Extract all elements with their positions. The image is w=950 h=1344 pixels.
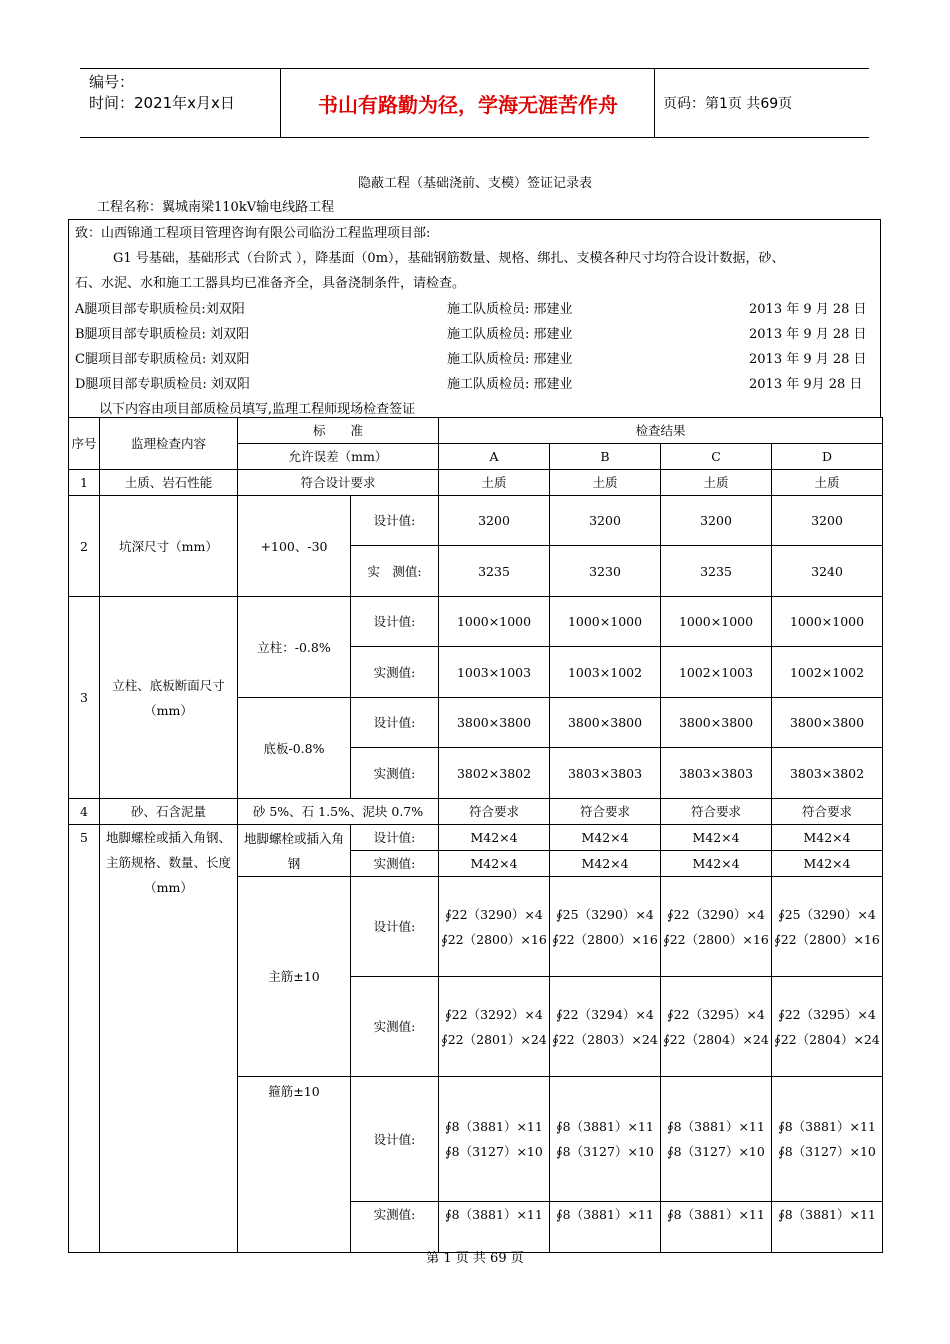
cell: ∮25（3290）×4 ∮22（2800）×16 <box>550 877 661 977</box>
cell: 符合要求 <box>661 799 772 825</box>
cell: 1000×1000 <box>661 597 772 647</box>
stirrup-label: 箍筋±10 <box>238 1077 351 1253</box>
row-item: 地脚螺栓或插入角钢、主筋规格、数量、长度（mm） <box>100 825 238 1253</box>
header-tolerance: 允许误差（mm） <box>238 444 439 470</box>
cell: ∮8（3881）×11 <box>772 1202 883 1253</box>
design-label: 设计值: <box>351 496 439 546</box>
inspector-b: B腿项目部专职质检员: 刘双阳 <box>75 327 250 342</box>
table-row <box>69 597 883 647</box>
cell: ∮8（3881）×11 <box>661 1202 772 1253</box>
actual-label: 实测值: <box>351 647 439 698</box>
cell: 3800×3800 <box>550 698 661 748</box>
cell: 3200 <box>772 496 883 546</box>
cell: 土质 <box>550 470 661 496</box>
row-item: 砂、石含泥量 <box>100 799 238 825</box>
page-header <box>80 68 869 138</box>
cell: 1003×1003 <box>439 647 550 698</box>
cell: 1002×1003 <box>661 647 772 698</box>
table-row <box>69 496 883 546</box>
cell: 3240 <box>772 546 883 597</box>
project-name: 工程名称：翼城南梁110kV输电线路工程 <box>97 200 335 215</box>
cell: 3803×3803 <box>550 748 661 799</box>
cell: 3200 <box>439 496 550 546</box>
cell: M42×4 <box>661 851 772 877</box>
cell: 3800×3800 <box>439 698 550 748</box>
header-item: 监理检查内容 <box>100 418 238 470</box>
document-title: 隐蔽工程（基础浇前、支模）签证记录表 <box>357 176 592 191</box>
cell: 土质 <box>661 470 772 496</box>
cell: ∮8（3881）×11 ∮8（3127）×10 <box>550 1077 661 1202</box>
cell: 3800×3800 <box>772 698 883 748</box>
cell: 3803×3803 <box>661 748 772 799</box>
cell: 3200 <box>661 496 772 546</box>
row-no: 2 <box>69 496 100 597</box>
cell: ∮8（3881）×11 <box>550 1202 661 1253</box>
cell: M42×4 <box>772 825 883 851</box>
cell: M42×4 <box>439 851 550 877</box>
table-header-row <box>69 418 883 444</box>
bolt-label: 地脚螺栓或插入角钢 <box>238 825 351 877</box>
cell: 3235 <box>439 546 550 597</box>
col-b: B <box>550 444 661 470</box>
cell: 3200 <box>550 496 661 546</box>
cell: ∮25（3290）×4 ∮22（2800）×16 <box>772 877 883 977</box>
actual-label: 实测值: <box>351 1202 439 1253</box>
header-meta <box>80 69 281 137</box>
design-label: 设计值: <box>351 597 439 647</box>
date-c: 2013 年 9 月 28 日 <box>749 352 867 367</box>
row-no: 3 <box>69 597 100 799</box>
row-no: 1 <box>69 470 100 496</box>
row-standard: 砂 5%、石 1.5%、泥块 0.7% <box>238 799 439 825</box>
cell: ∮8（3881）×11 ∮8（3127）×10 <box>439 1077 550 1202</box>
cell: ∮22（3292）×4 ∮22（2801）×24 <box>439 977 550 1077</box>
header-result: 检查结果 <box>439 418 883 444</box>
cell: 土质 <box>772 470 883 496</box>
col-d: D <box>772 444 883 470</box>
row-item: 土质、岩石性能 <box>100 470 238 496</box>
table-row <box>69 799 883 825</box>
date-b: 2013 年 9 月 28 日 <box>749 327 867 342</box>
header-standard: 标 准 <box>238 418 439 444</box>
actual-label: 实 测值: <box>351 546 439 597</box>
addressee: 致：山西锦通工程项目管理咨询有限公司临汾工程监理项目部: <box>75 226 431 241</box>
application-section <box>68 219 881 417</box>
cell: M42×4 <box>550 825 661 851</box>
cell: 符合要求 <box>439 799 550 825</box>
actual-label: 实测值: <box>351 977 439 1077</box>
inspector-a: A腿项目部专职质检员:刘双阳 <box>75 302 245 317</box>
header-no: 序号 <box>69 418 100 470</box>
date-a: 2013 年 9 月 28 日 <box>749 302 867 317</box>
cell: ∮22（3295）×4 ∮22（2804）×24 <box>661 977 772 1077</box>
motto: 书山有路勤为径，学海无涯苦作舟 <box>282 69 655 137</box>
cell: ∮22（3290）×4 ∮22（2800）×16 <box>439 877 550 977</box>
design-label: 设计值: <box>351 825 439 851</box>
team-inspector-c: 施工队质检员: 邢建业 <box>447 352 573 367</box>
cell: 3800×3800 <box>661 698 772 748</box>
cell: ∮22（3294）×4 ∮22（2803）×24 <box>550 977 661 1077</box>
date-label: 时间：2021年x月x日 <box>89 94 235 112</box>
actual-label: 实测值: <box>351 851 439 877</box>
row-no: 4 <box>69 799 100 825</box>
inspector-c: C腿项目部专职质检员: 刘双阳 <box>75 352 250 367</box>
cell: 3235 <box>661 546 772 597</box>
cell: 1000×1000 <box>550 597 661 647</box>
cell: ∮8（3881）×11 ∮8（3127）×10 <box>661 1077 772 1202</box>
cell: M42×4 <box>661 825 772 851</box>
note: 以下内容由项目部质检员填写,监理工程师现场检查签证 <box>99 402 416 417</box>
inspector-d: D腿项目部专职质检员: 刘双阳 <box>75 377 250 392</box>
team-inspector-d: 施工队质检员: 邢建业 <box>447 377 573 392</box>
row-standard: 符合设计要求 <box>238 470 439 496</box>
cell: ∮8（3881）×11 <box>439 1202 550 1253</box>
cell: M42×4 <box>550 851 661 877</box>
main-bar-label: 主筋±10 <box>238 877 351 1077</box>
cell: 1000×1000 <box>772 597 883 647</box>
actual-label: 实测值: <box>351 748 439 799</box>
cell: 3802×3802 <box>439 748 550 799</box>
team-inspector-a: 施工队质检员: 邢建业 <box>447 302 573 317</box>
base-tolerance: 底板-0.8% <box>238 698 351 799</box>
cell: 3803×3802 <box>772 748 883 799</box>
table-row <box>69 470 883 496</box>
row-item: 立柱、底板断面尺寸（mm） <box>100 597 238 799</box>
row-tolerance: +100、-30 <box>238 496 351 597</box>
cell: 3230 <box>550 546 661 597</box>
table-row <box>69 825 883 851</box>
design-label: 设计值: <box>351 877 439 977</box>
design-label: 设计值: <box>351 1077 439 1202</box>
cell: M42×4 <box>439 825 550 851</box>
inspection-table <box>68 417 883 1253</box>
cell: ∮8（3881）×11 ∮8（3127）×10 <box>772 1077 883 1202</box>
design-label: 设计值: <box>351 698 439 748</box>
column-tolerance: 立柱：-0.8% <box>238 597 351 698</box>
col-c: C <box>661 444 772 470</box>
description-line-2: 石、水泥、水和施工工器具均已准备齐全，具备浇制条件，请检查。 <box>75 276 466 291</box>
page-label: 页码：第1页 共69页 <box>663 96 793 112</box>
cell: 符合要求 <box>550 799 661 825</box>
cell: 土质 <box>439 470 550 496</box>
description-line-1: G1 号基础，基础形式（台阶式 ），降基面（0m），基础钢筋数量、规格、绑扎、支模各种尺寸均符合设计数据，砂、 <box>113 251 785 266</box>
cell: 1002×1002 <box>772 647 883 698</box>
row-item: 坑深尺寸（mm） <box>100 496 238 597</box>
cell: ∮22（3295）×4 ∮22（2804）×24 <box>772 977 883 1077</box>
cell: 1000×1000 <box>439 597 550 647</box>
row-no: 5 <box>69 825 100 1253</box>
cell: ∮22（3290）×4 ∮22（2800）×16 <box>661 877 772 977</box>
date-d: 2013 年 9月 28 日 <box>749 377 863 392</box>
cell: M42×4 <box>772 851 883 877</box>
cell: 符合要求 <box>772 799 883 825</box>
team-inspector-b: 施工队质检员: 邢建业 <box>447 327 573 342</box>
cell: 1003×1002 <box>550 647 661 698</box>
col-a: A <box>439 444 550 470</box>
number-label: 编号： <box>89 73 135 91</box>
page-footer: 第 1 页 共 69 页 <box>426 1251 524 1266</box>
